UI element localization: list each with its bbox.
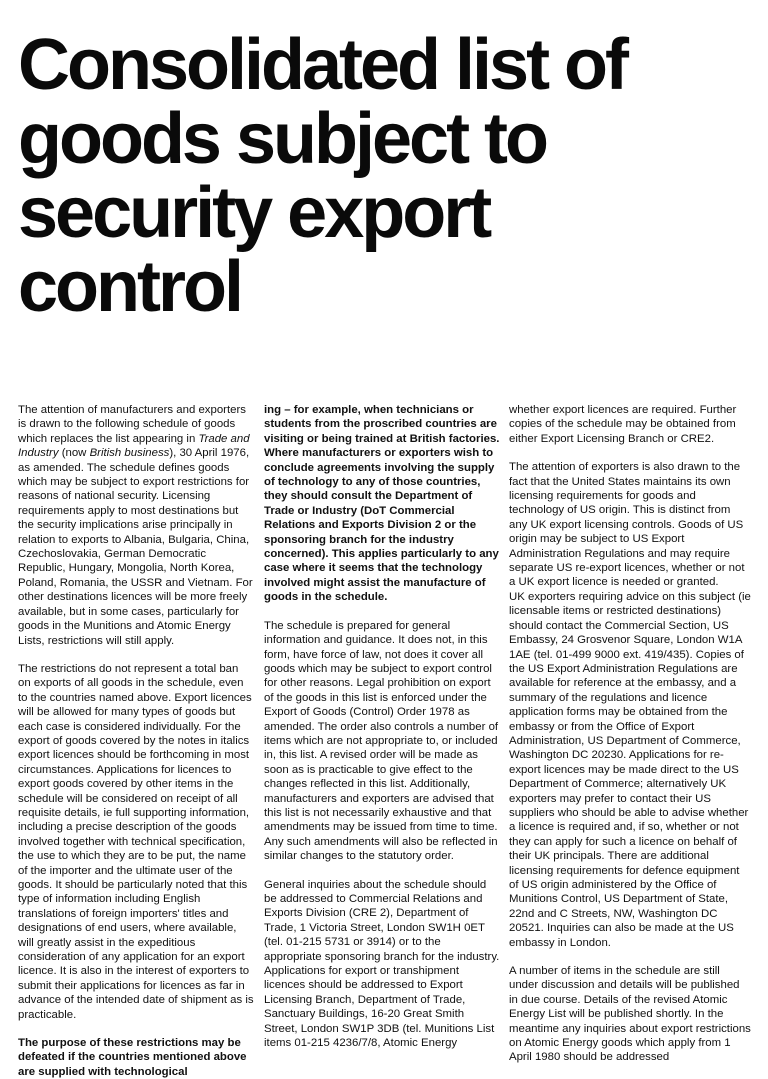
title-line-4: control [18,247,241,327]
col3-paragraph-1: whether export licences are required. Further copies of the schedule may be obtained from either Export Licensing Branch or CRE2. [509,404,737,445]
column-2 [264,403,500,1050]
col1-p1-text-c: ), 30 April 1976, as amended. The schedule defines goods which may be subject to export restrictions for reasons of national security. Licensing requirements apply to most destinations but the security implications arise principally in relation to exports to Albania, Bulgaria, China, Czechoslovakia, German Democratic Republic, Hungary, Mongolia, North Korea, Poland, Romania, the USSR and Vietnam. For other destinations licences will be more freely available, but in some cases, particularly for goods in the Munitions and Atomic Energy Lists, restrictions will still apply. [18,447,253,647]
title-line-3: security export [18,173,490,253]
col1-paragraph-2: The restrictions do not represent a total ban on exports of all goods in the schedule, even to the countries named above. Export licences will be allowed for many types of goods but each case is considered individually. For the export of goods covered by the notes in italics export licences should be forthcoming in most circumstances. Applications for licences to export goods covered by other items in the schedule will be considered on receipt of all requisite details, ie full supporting information, including a precise description of the goods involved together with technical specification, the use to which they are to be put, the name of the importer and the ultimate user of the goods. It should be particularly noted that this type of information including English translations of foreign importers' titles and designations of end users, where available, will greatly assist in the expeditious consideration of any application for an export licence. It is also in the interest of exporters to submit their applications for licences as far in advance of the intended date of shipment as is practicable. [18,662,254,1021]
col1-p1-text-b: (now [58,447,90,460]
title-line-2: goods subject to [18,99,546,179]
publication-name-trade-and-industry: Trade and Industry [18,432,250,460]
column-1 [18,403,254,1078]
col3-paragraph-2: The attention of exporters is also drawn to the fact that the United States maintains its own licensing requirements for goods and technology of US origin. This is distinct from any UK export licensing controls. Goods of US origin may be subject to US Export Administration Regulations and may require separate US re-export licences, whether or not a UK export licence is needed or granted. [509,461,745,589]
col2-paragraph-3: General inquiries about the schedule should be addressed to Commercial Relations and Exports Division (CRE 2), Department of Trade, 1 Victoria Street, London SW1H 0ET (tel. 01-215 5731 or 3914) or to the appropriate sponsoring branch for the industry. Applications for export or transhipment licences should be addressed to Export Licensing Branch, Department of Trade, Sanctuary Buildings, 16-20 Great Smith Street, London SW1P 3DB (tel. Munitions List items 01-215 4236/7/8, Atomic Energy [264,878,500,1050]
col1-paragraph-1 [18,403,254,648]
col1-paragraph-3-bold: The purpose of these restrictions may be defeated if the countries mentioned above are supplied with technological [18,1037,247,1078]
title-line-1: Consolidated list of [18,25,627,105]
page-title [18,25,758,327]
column-3 [509,403,751,1064]
col2-paragraph-2: The schedule is prepared for general information and guidance. It does not, in this form, have force of law, not does it cover all goods which may be subject to export control for other reasons. Legal prohibition on export of the goods in this list is enforced under the Export of Goods (Control) Order 1978 as amended. The order also controls a number of items which are not appropriate to, or included in, this list. A revised order will be made as soon as is practicable to give effect to the changes reflected in this list. Additionally, manufacturers and exporters are advised that this list is not necessarily exhaustive and that amendments may be issued from time to time. Any such amendments will also be reflected in similar changes to the statutory order. [264,619,499,863]
col3-paragraph-4: A number of items in the schedule are still under discussion and details will be published in due course. Details of the revised Atomic Energy List will be published shortly. In the meantime any inquiries about export restrictions on Atomic Energy goods which apply from 1 April 1980 should be addressed [509,965,751,1064]
col3-paragraph-3: UK exporters requiring advice on this subject (ie licensable items or restricted destinations) should contact the Commercial Section, US Embassy, 24 Grosvenor Square, London W1A 1AE (tel. 01-499 9000 ext. 419/435). Copies of the US Export Administration Regulations are available for reference at the embassy, and a summary of the regulations and licence application forms may be obtained from the embassy or from the Office of Export Administration, US Department of Commerce, Washington DC 20230. Applications for re-export licences may be made direct to the US Department of Commerce; alternatively UK exporters may prefer to contact their US suppliers who should be able to advise whether a licence is required and, if so, whether or not they can apply for such a licence on behalf of their UK principals. There are additional licensing requirements for defence equipment of US origin administered by the Office of Munitions Control, US Department of State, 22nd and C Streets, NW, Washington DC 20521. Inquiries can also be made at the US embassy in London. [509,590,751,949]
publication-name-british-business: British business [89,447,170,460]
col1-p1-text-a: The attention of manufacturers and exporters is drawn to the following schedule of goods which replaces the list appearing in [18,404,246,445]
col2-paragraph-1-bold: ing – for example, when technicians or students from the proscribed countries are visiting or being trained at British factories. Where manufacturers or exporters wish to conclude agreements involving the supply of technology to any of those countries, they should consult the Department of Trade or Industry (DoT Commercial Relations and Exports Division 2 or the sponsoring branch for the industry concerned). This applies particularly to any case where it seems that the technology involved might assist the manufacture of goods in the schedule. [264,404,500,604]
